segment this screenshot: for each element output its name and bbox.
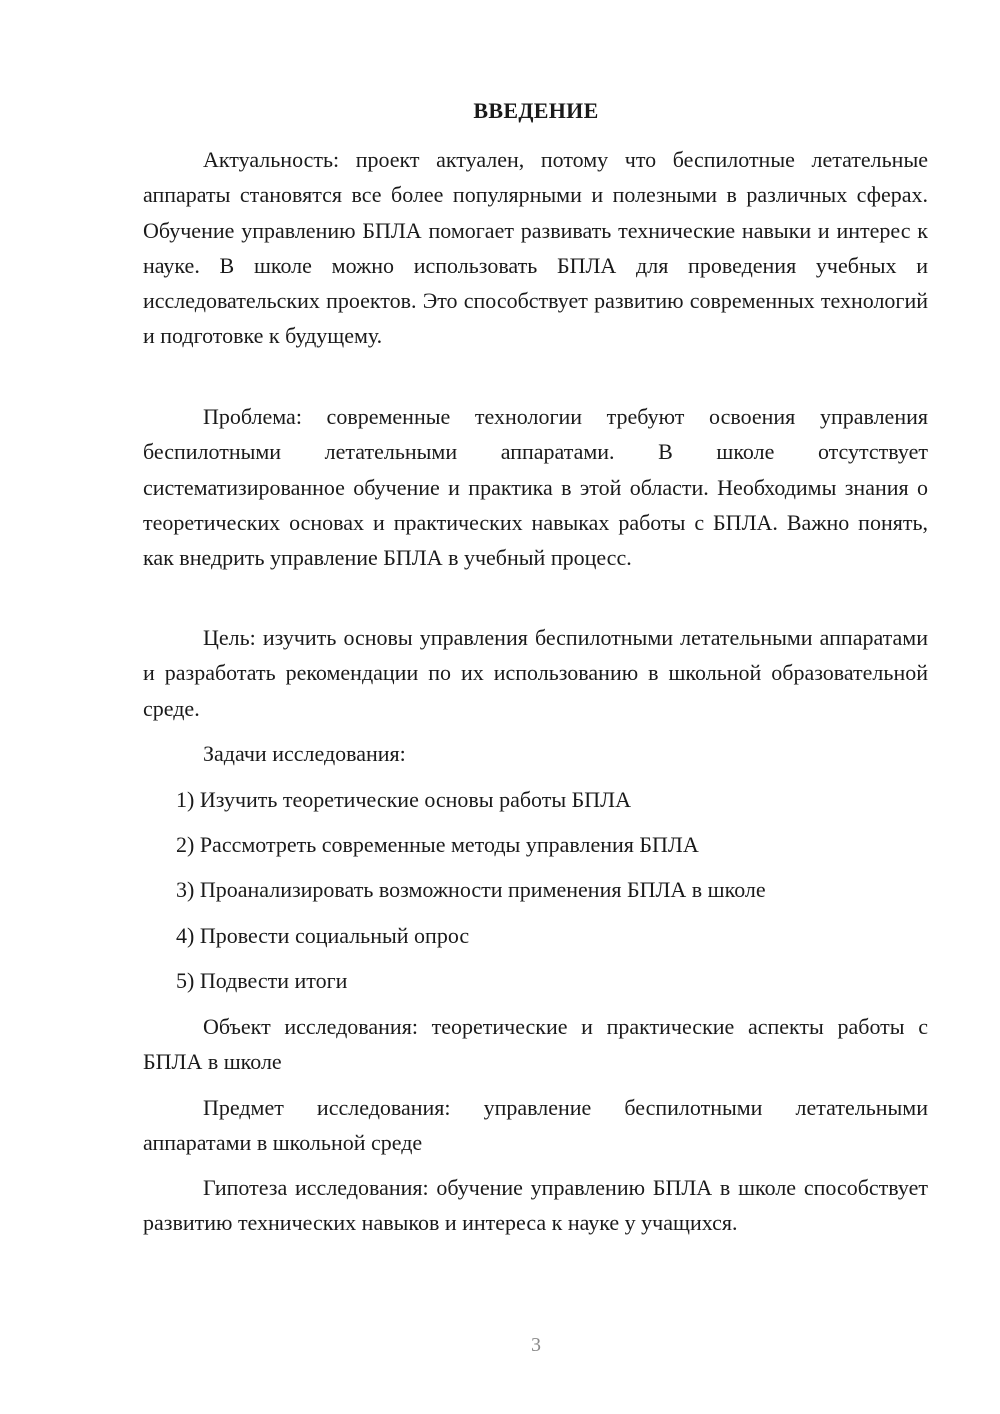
task-item-5: 5) Подвести итоги — [176, 968, 348, 993]
relevance-paragraph: Актуальность: проект актуален, потому что беспилотные летательные аппараты становятся все более популярными и полезными в различных сферах. Обучение управлению БПЛА помогает развивать технические навыки и интерес к науке. В школе можно использовать БПЛА для проведения учебных и исследовательских проектов. Это способствует развитию современных технологий и подготовке к будущему. — [143, 147, 928, 349]
task-item-2: 2) Рассмотреть современные методы управления БПЛА — [176, 832, 699, 857]
goal-paragraph: Цель: изучить основы управления беспилотными летательными аппаратами и разработать рекомендации по их использованию в школьной образовательной среде. — [143, 625, 928, 721]
subject-paragraph: Предмет исследования: управление беспилотными летательными аппаратами в школьной среде — [143, 1095, 928, 1156]
hypothesis-paragraph: Гипотеза исследования: обучение управлению БПЛА в школе способствует развитию технических навыков и интереса к науке у учащихся. — [143, 1175, 928, 1236]
section-title: ВВЕДЕНИЕ — [473, 98, 599, 123]
task-item-3: 3) Проанализировать возможности применения БПЛА в школе — [176, 877, 766, 902]
tasks-heading: Задачи исследования: — [203, 741, 406, 766]
page-number: 3 — [531, 1334, 541, 1356]
task-item-4: 4) Провести социальный опрос — [176, 923, 470, 948]
task-item-1: 1) Изучить теоретические основы работы БПЛА — [176, 787, 631, 812]
problem-paragraph: Проблема: современные технологии требуют освоения управления беспилотными летательными аппаратами. В школе отсутствует систематизированное обучение и практика в этой области. Необходимы знания о теоретических основах и практических навыках работы с БПЛА. Важно понять, как внедрить управление БПЛА в учебный процесс. — [143, 404, 928, 571]
object-paragraph: Объект исследования: теоретические и практические аспекты работы с БПЛА в школе — [143, 1014, 928, 1075]
